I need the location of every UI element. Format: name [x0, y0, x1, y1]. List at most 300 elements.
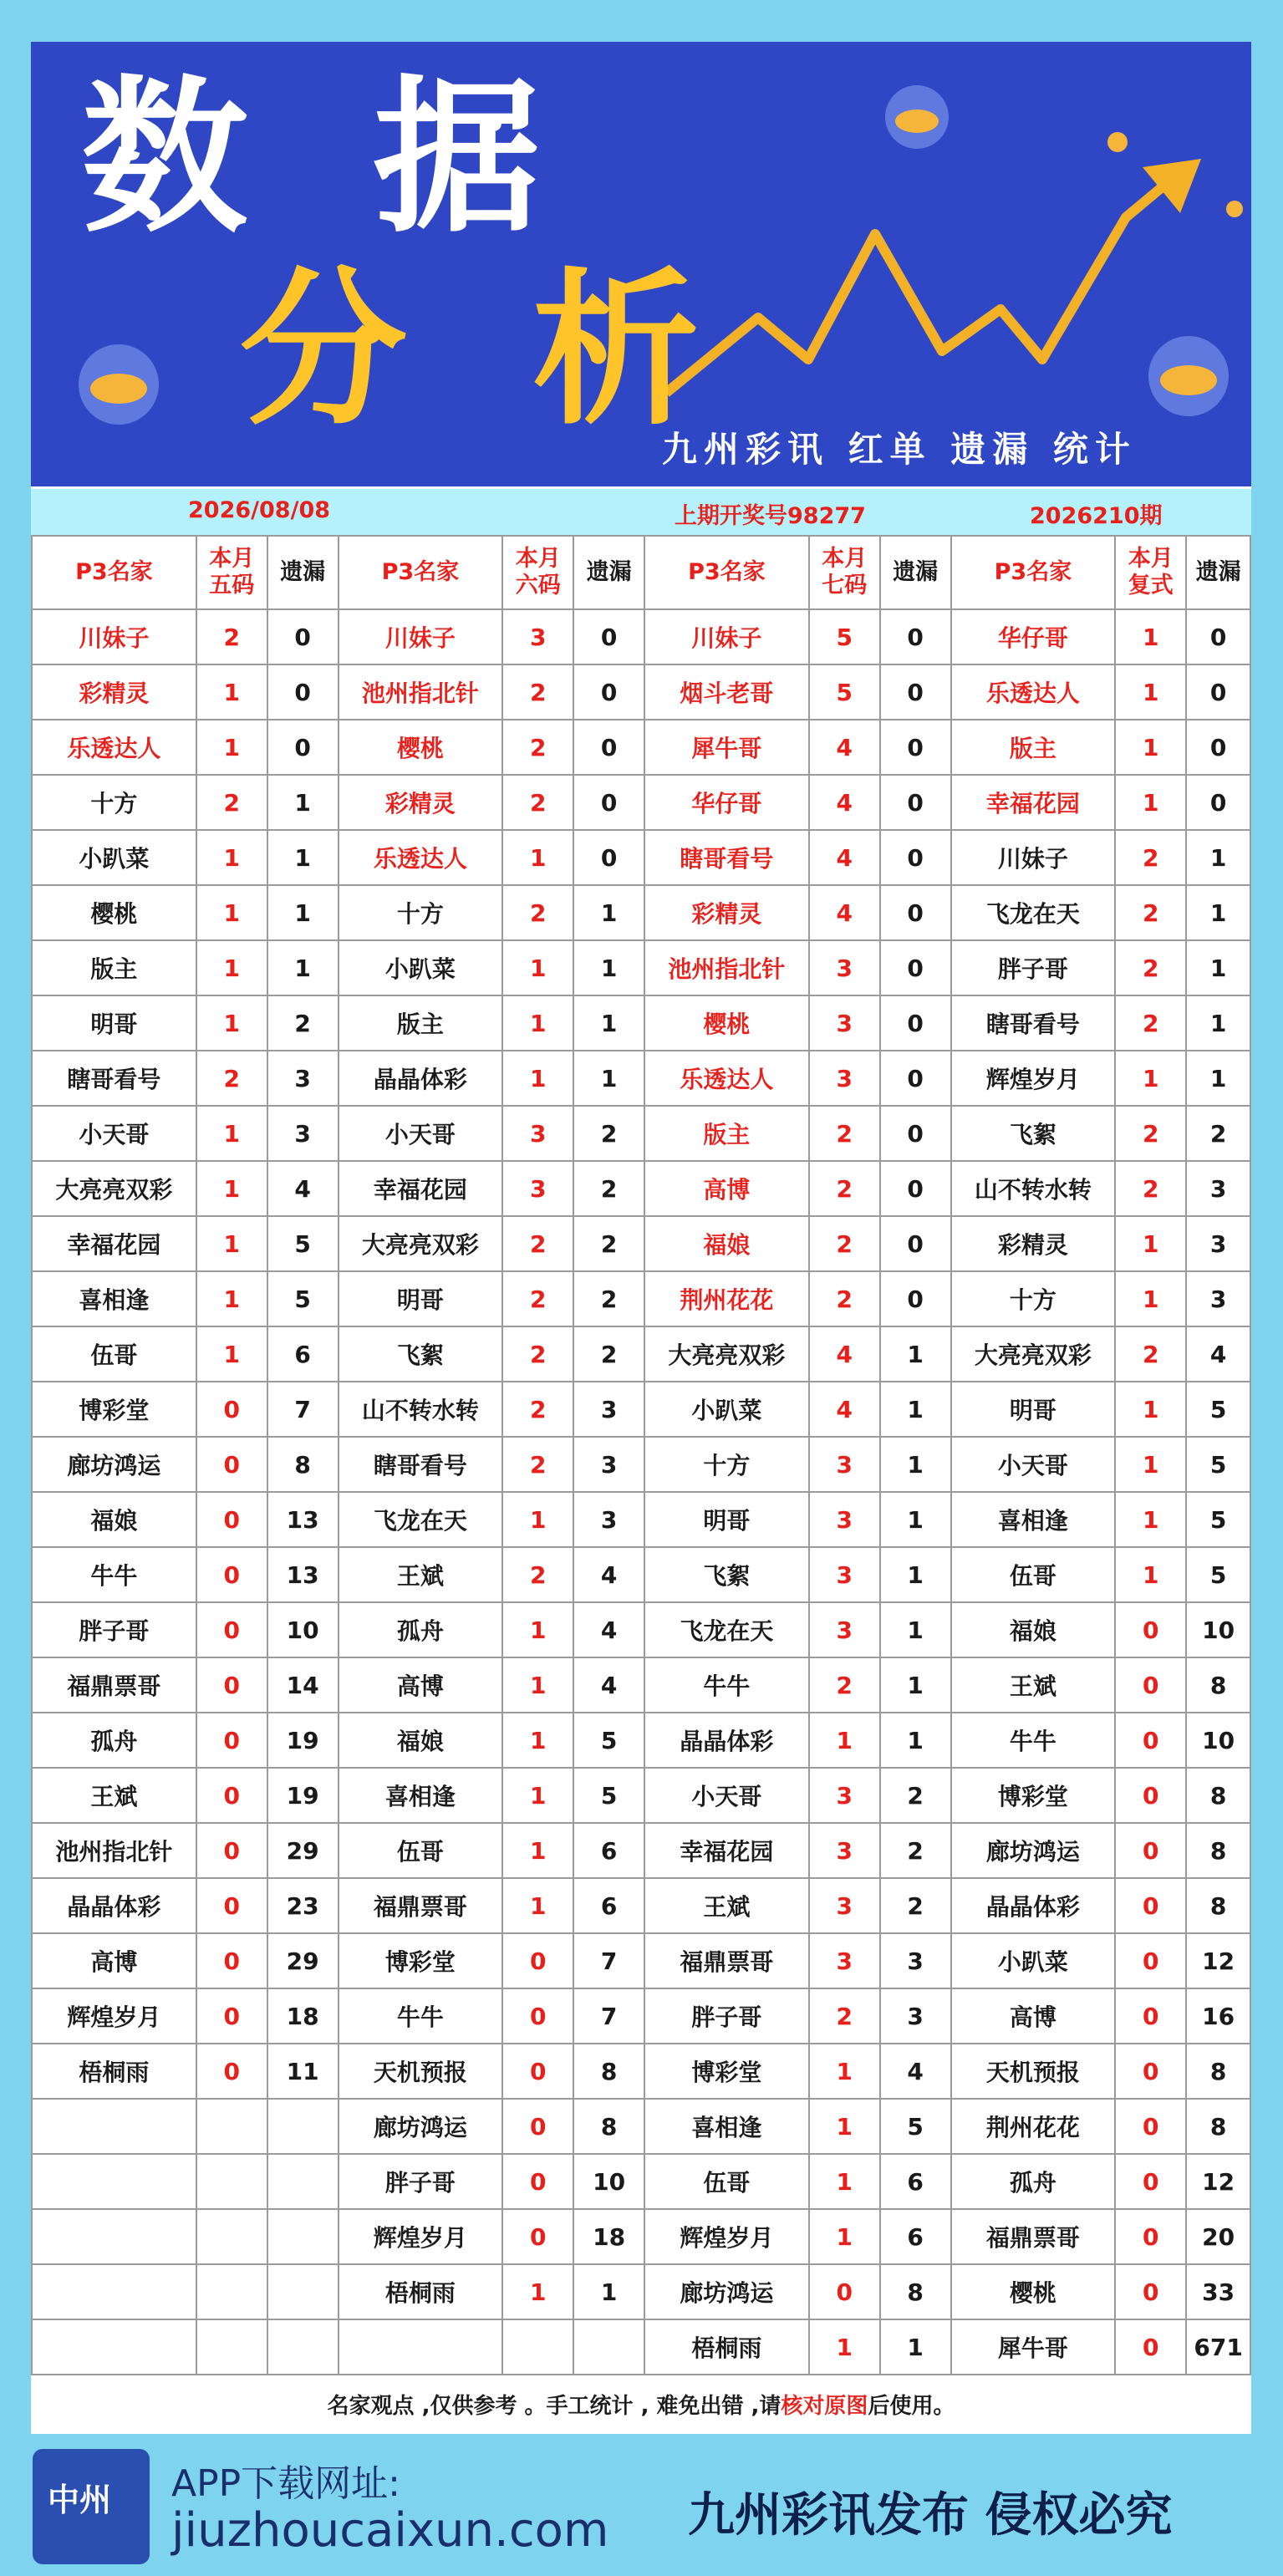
cell-name: 博彩堂: [644, 2044, 809, 2099]
cell-count: 0: [1115, 2044, 1186, 2099]
cell-miss: 3: [573, 1437, 644, 1492]
cell-name: 幸福花园: [339, 1161, 503, 1216]
cell-miss: 0: [880, 1161, 951, 1216]
cell-name: 飞絮: [951, 1106, 1116, 1161]
cell-count: 3: [809, 995, 880, 1051]
table-row: [32, 1713, 1250, 1768]
cell-name: 伍哥: [951, 1547, 1116, 1602]
cell-count: 3: [502, 1106, 573, 1161]
cell-name: 博彩堂: [339, 1933, 503, 1988]
cell-miss: [267, 2099, 339, 2154]
cell-miss: 0: [880, 1106, 951, 1161]
cell-miss: 13: [267, 1547, 339, 1602]
cell-name: 喜相逢: [32, 1271, 196, 1326]
cell-miss: 0: [573, 609, 644, 664]
cell-miss: [267, 2209, 339, 2264]
date-text: 2026/08/08: [188, 497, 331, 523]
cell-miss: 1: [880, 1547, 951, 1602]
cell-miss: 5: [1186, 1492, 1250, 1547]
cell-count: 0: [1115, 1988, 1186, 2044]
cell-count: 1: [809, 2154, 880, 2209]
cell-count: 4: [809, 720, 880, 775]
cell-name: 廊坊鸿运: [951, 1823, 1116, 1878]
cell-miss: 1: [880, 1657, 951, 1713]
cell-miss: 8: [1186, 1768, 1250, 1823]
cell-miss: 1: [267, 775, 339, 830]
table-row: [32, 1602, 1250, 1657]
cell-name: 伍哥: [644, 2154, 809, 2209]
cell-name: 樱桃: [339, 720, 503, 775]
cell-count: 0: [1115, 2209, 1186, 2264]
date-bar: [31, 489, 1251, 535]
cell-miss: 5: [880, 2099, 951, 2154]
cell-miss: 10: [1186, 1602, 1250, 1657]
cell-name: 牛牛: [32, 1547, 196, 1602]
cell-miss: 2: [573, 1161, 644, 1216]
cell-name: 瞎哥看号: [644, 830, 809, 885]
cell-count: 2: [502, 1382, 573, 1437]
cell-count: 0: [1115, 1713, 1186, 1768]
cell-count: 0: [196, 1878, 267, 1933]
table-header-row: [32, 536, 1250, 609]
table-row: [32, 1988, 1250, 2044]
cell-miss: 0: [880, 1271, 951, 1326]
cell-count: 1: [1115, 1271, 1186, 1326]
cell-miss: 3: [1186, 1216, 1250, 1271]
disclaimer-highlight: 核对原图: [781, 2394, 868, 2419]
cell-miss: 0: [1186, 664, 1250, 720]
cell-miss: [267, 2319, 339, 2375]
cell-count: 2: [502, 720, 573, 775]
cell-miss: 18: [267, 1988, 339, 2044]
cell-name: 小趴菜: [951, 1933, 1116, 1988]
cell-count: 2: [809, 1216, 880, 1271]
cell-miss: 10: [573, 2154, 644, 2209]
cell-miss: 5: [267, 1271, 339, 1326]
cell-miss: 11: [267, 2044, 339, 2099]
cell-name: 十方: [339, 885, 503, 940]
cell-miss: 1: [1186, 995, 1250, 1051]
cell-miss: 29: [267, 1823, 339, 1878]
cell-name: 牛牛: [951, 1713, 1116, 1768]
cell-count: 1: [1115, 1547, 1186, 1602]
cell-count: 5: [809, 664, 880, 720]
table-row: [32, 1657, 1250, 1713]
cell-miss: 1: [267, 830, 339, 885]
cell-count: 2: [502, 775, 573, 830]
cell-count: 2: [1115, 830, 1186, 885]
cell-name: 明哥: [644, 1492, 809, 1547]
cell-miss: 1: [880, 1382, 951, 1437]
cell-name: 福娘: [32, 1492, 196, 1547]
cell-miss: 0: [573, 775, 644, 830]
cell-miss: 3: [1186, 1161, 1250, 1216]
cell-name: 高博: [951, 1988, 1116, 2044]
cell-name: 梧桐雨: [339, 2264, 503, 2319]
cell-count: 0: [1115, 1602, 1186, 1657]
cell-miss: 0: [880, 1216, 951, 1271]
cell-miss: 6: [573, 1878, 644, 1933]
cell-name: 池州指北针: [32, 1823, 196, 1878]
cell-name: 喜相逢: [951, 1492, 1116, 1547]
cell-miss: 5: [1186, 1437, 1250, 1492]
cell-name: 晶晶体彩: [644, 1713, 809, 1768]
cell-count: 0: [502, 1988, 573, 2044]
cell-name: 胖子哥: [644, 1988, 809, 2044]
cell-count: 1: [809, 2044, 880, 2099]
cell-count: 1: [502, 1823, 573, 1878]
cell-name: 乐透达人: [32, 720, 196, 775]
cell-name: 王斌: [339, 1547, 503, 1602]
cell-count: 4: [809, 1382, 880, 1437]
cell-count: 1: [1115, 664, 1186, 720]
cell-name: 川妹子: [644, 609, 809, 664]
table-row: [32, 1326, 1250, 1382]
logo-text: 中州: [48, 2482, 112, 2518]
cell-miss: 0: [1186, 775, 1250, 830]
cell-miss: 2: [1186, 1106, 1250, 1161]
table-row: [32, 1878, 1250, 1933]
cell-name: 天机预报: [951, 2044, 1116, 2099]
cell-count: [196, 2154, 267, 2209]
cell-miss: 10: [267, 1602, 339, 1657]
cell-miss: 1: [1186, 940, 1250, 995]
column-header-miss: 遗漏: [573, 536, 644, 609]
disclaimer-text-2: 后使用。: [868, 2394, 955, 2419]
cell-count: 1: [1115, 1216, 1186, 1271]
cell-miss: 4: [880, 2044, 951, 2099]
cell-name: 犀牛哥: [644, 720, 809, 775]
app-download-label: APP下载网址:: [171, 2462, 400, 2505]
cell-name: [32, 2319, 196, 2375]
cell-name: 山不转水转: [951, 1161, 1116, 1216]
cell-name: 孤舟: [951, 2154, 1116, 2209]
table-row: [32, 1823, 1250, 1878]
cell-name: 瞎哥看号: [339, 1437, 503, 1492]
cell-name: 孤舟: [32, 1713, 196, 1768]
cell-count: 1: [1115, 1051, 1186, 1106]
cell-name: 伍哥: [339, 1823, 503, 1878]
cell-miss: 8: [573, 2099, 644, 2154]
cell-name: 梧桐雨: [644, 2319, 809, 2375]
cell-miss: 6: [880, 2154, 951, 2209]
cell-count: 0: [1115, 2154, 1186, 2209]
cell-count: 2: [1115, 885, 1186, 940]
cell-count: [502, 2319, 573, 2375]
cell-name: 彩精灵: [32, 664, 196, 720]
cell-count: 1: [502, 995, 573, 1051]
cell-miss: 0: [880, 940, 951, 995]
cell-miss: 18: [573, 2209, 644, 2264]
cell-name: 福鼎票哥: [32, 1657, 196, 1713]
disclaimer: [31, 2379, 1251, 2434]
cell-miss: 5: [573, 1713, 644, 1768]
cell-name: 胖子哥: [32, 1602, 196, 1657]
cell-name: 小天哥: [951, 1437, 1116, 1492]
cell-count: 2: [809, 1161, 880, 1216]
cell-miss: 4: [573, 1547, 644, 1602]
cell-miss: [573, 2319, 644, 2375]
cell-count: 0: [196, 1382, 267, 1437]
cell-miss: 3: [267, 1106, 339, 1161]
cell-miss: 1: [880, 1326, 951, 1382]
cell-name: 小趴菜: [644, 1382, 809, 1437]
cell-miss: 7: [573, 1988, 644, 2044]
table-row: [32, 2154, 1250, 2209]
cell-count: [196, 2209, 267, 2264]
cell-miss: 1: [573, 885, 644, 940]
column-header-name: P3名家: [644, 536, 809, 609]
cell-name: 乐透达人: [951, 664, 1116, 720]
cell-count: 0: [196, 1547, 267, 1602]
cell-count: 0: [1115, 1823, 1186, 1878]
cell-name: [339, 2319, 503, 2375]
cell-count: 1: [502, 1051, 573, 1106]
cell-count: 5: [809, 609, 880, 664]
cell-name: 飞龙在天: [951, 885, 1116, 940]
table-row: [32, 1216, 1250, 1271]
cell-miss: 8: [1186, 1823, 1250, 1878]
cell-count: 0: [809, 2264, 880, 2319]
cell-count: 3: [502, 609, 573, 664]
cell-count: 3: [502, 1161, 573, 1216]
cell-name: 樱桃: [32, 885, 196, 940]
cell-miss: 0: [880, 1051, 951, 1106]
cell-miss: 5: [573, 1768, 644, 1823]
cell-name: 福鼎票哥: [644, 1933, 809, 1988]
cell-name: 飞龙在天: [339, 1492, 503, 1547]
cell-name: 小天哥: [339, 1106, 503, 1161]
download-url-link[interactable]: jiuzhoucaixun.com: [171, 2503, 609, 2558]
cell-count: 1: [196, 1161, 267, 1216]
cell-count: [196, 2319, 267, 2375]
cell-count: 2: [502, 885, 573, 940]
cell-count: 2: [502, 664, 573, 720]
cell-miss: 3: [573, 1492, 644, 1547]
cell-count: 1: [502, 1602, 573, 1657]
cell-miss: 1: [1186, 1051, 1250, 1106]
cell-miss: 0: [880, 609, 951, 664]
cell-count: 0: [1115, 2099, 1186, 2154]
cell-name: 福娘: [644, 1216, 809, 1271]
cell-count: 3: [809, 1547, 880, 1602]
table-row: [32, 1271, 1250, 1326]
cell-name: 辉煌岁月: [644, 2209, 809, 2264]
cell-miss: [267, 2154, 339, 2209]
cell-name: 版主: [951, 720, 1116, 775]
copyright-notice: 九州彩讯发布 侵权必究: [688, 2488, 1173, 2543]
cell-name: 明哥: [339, 1271, 503, 1326]
cell-miss: 1: [1186, 885, 1250, 940]
cell-name: 小趴菜: [339, 940, 503, 995]
cell-count: 2: [1115, 1106, 1186, 1161]
cell-name: 大亮亮双彩: [644, 1326, 809, 1382]
cell-count: 0: [502, 1933, 573, 1988]
cell-miss: 0: [267, 609, 339, 664]
cell-count: 3: [809, 1602, 880, 1657]
banner-subtitle: 九州彩讯 红单 遗漏 统计: [662, 429, 1137, 470]
cell-miss: 2: [267, 995, 339, 1051]
cell-miss: 23: [267, 1878, 339, 1933]
cell-name: 小天哥: [32, 1106, 196, 1161]
table-row: [32, 940, 1250, 995]
cell-name: 乐透达人: [339, 830, 503, 885]
cell-name: 廊坊鸿运: [339, 2099, 503, 2154]
cell-miss: 6: [267, 1326, 339, 1382]
cell-count: 1: [502, 940, 573, 995]
table-row: [32, 609, 1250, 664]
table-row: [32, 1382, 1250, 1437]
table-row: [32, 2099, 1250, 2154]
cell-count: 1: [196, 885, 267, 940]
column-header-count: 本月 六码: [502, 536, 573, 609]
cell-name: 十方: [644, 1437, 809, 1492]
cell-miss: 8: [1186, 1657, 1250, 1713]
cell-miss: 5: [1186, 1547, 1250, 1602]
cell-name: 喜相逢: [644, 2099, 809, 2154]
cell-miss: 3: [573, 1382, 644, 1437]
cell-name: 幸福花园: [951, 775, 1116, 830]
cell-count: 1: [502, 1713, 573, 1768]
cell-name: 烟斗老哥: [644, 664, 809, 720]
cell-name: 高博: [32, 1933, 196, 1988]
cell-count: 0: [1115, 1657, 1186, 1713]
cell-name: 晶晶体彩: [339, 1051, 503, 1106]
cell-miss: 1: [880, 2319, 951, 2375]
cell-count: 4: [809, 775, 880, 830]
cell-name: 犀牛哥: [951, 2319, 1116, 2375]
column-header-count: 本月 复式: [1115, 536, 1186, 609]
cell-name: 川妹子: [339, 609, 503, 664]
cell-count: 2: [809, 1657, 880, 1713]
banner: [31, 42, 1251, 486]
cell-count: 2: [196, 609, 267, 664]
cell-name: 大亮亮双彩: [32, 1161, 196, 1216]
cell-name: 瞎哥看号: [951, 995, 1116, 1051]
cell-name: 梧桐雨: [32, 2044, 196, 2099]
cell-count: [196, 2264, 267, 2319]
column-header-miss: 遗漏: [267, 536, 339, 609]
cell-count: 1: [809, 2319, 880, 2375]
cell-count: 1: [1115, 1437, 1186, 1492]
cell-miss: 8: [1186, 2099, 1250, 2154]
stats-table: [31, 535, 1251, 2375]
cell-count: 2: [1115, 1161, 1186, 1216]
column-header-miss: 遗漏: [880, 536, 951, 609]
cell-count: 3: [809, 1878, 880, 1933]
cell-miss: 0: [880, 885, 951, 940]
cell-miss: 1: [880, 1492, 951, 1547]
table-row: [32, 720, 1250, 775]
cell-count: 4: [809, 1326, 880, 1382]
cell-count: 0: [502, 2209, 573, 2264]
cell-name: 福娘: [339, 1713, 503, 1768]
cell-count: 1: [196, 995, 267, 1051]
cell-miss: 1: [267, 885, 339, 940]
cell-miss: 0: [880, 720, 951, 775]
table-row: [32, 2209, 1250, 2264]
cell-name: 小趴菜: [32, 830, 196, 885]
table-row: [32, 1768, 1250, 1823]
cell-count: 2: [502, 1437, 573, 1492]
disclaimer-text-1: 名家观点 ,仅供参考 。手工统计 , 难免出错 ,请: [327, 2394, 782, 2419]
cell-name: 飞龙在天: [644, 1602, 809, 1657]
cell-name: 樱桃: [951, 2264, 1116, 2319]
cell-count: 4: [809, 885, 880, 940]
cell-miss: 1: [573, 940, 644, 995]
cell-count: 2: [809, 1988, 880, 2044]
cell-count: 0: [196, 1933, 267, 1988]
cell-name: 彩精灵: [339, 775, 503, 830]
cell-count: 0: [1115, 2319, 1186, 2375]
table-row: [32, 2044, 1250, 2099]
cell-name: 彩精灵: [644, 885, 809, 940]
cell-count: 0: [196, 1988, 267, 2044]
cell-miss: 33: [1186, 2264, 1250, 2319]
cell-name: 华仔哥: [951, 609, 1116, 664]
column-header-name: P3名家: [339, 536, 503, 609]
cell-count: 0: [1115, 1768, 1186, 1823]
cell-count: 3: [809, 1437, 880, 1492]
cell-name: 大亮亮双彩: [951, 1326, 1116, 1382]
cell-miss: 4: [267, 1161, 339, 1216]
cell-name: 博彩堂: [32, 1382, 196, 1437]
cell-miss: 6: [573, 1823, 644, 1878]
cell-name: 福鼎票哥: [339, 1878, 503, 1933]
cell-count: 2: [1115, 940, 1186, 995]
cell-name: 版主: [32, 940, 196, 995]
table-row: [32, 1051, 1250, 1106]
cell-miss: 2: [573, 1106, 644, 1161]
cell-name: 幸福花园: [32, 1216, 196, 1271]
cell-count: 1: [196, 1106, 267, 1161]
cell-name: 荆州花花: [644, 1271, 809, 1326]
cell-count: 1: [502, 1768, 573, 1823]
cell-name: 幸福花园: [644, 1823, 809, 1878]
cell-name: [32, 2154, 196, 2209]
cell-name: 荆州花花: [951, 2099, 1116, 2154]
cell-count: 1: [196, 720, 267, 775]
cell-count: 4: [809, 830, 880, 885]
cell-count: 1: [196, 830, 267, 885]
cell-miss: 0: [880, 830, 951, 885]
cell-count: 1: [196, 664, 267, 720]
cell-miss: 7: [267, 1382, 339, 1437]
cell-count: 2: [502, 1326, 573, 1382]
cell-miss: 5: [267, 1216, 339, 1271]
cell-name: 晶晶体彩: [951, 1878, 1116, 1933]
cell-name: 辉煌岁月: [32, 1988, 196, 2044]
cell-count: 2: [1115, 995, 1186, 1051]
cell-miss: 13: [267, 1492, 339, 1547]
cell-miss: 8: [1186, 1878, 1250, 1933]
cell-count: 0: [196, 2044, 267, 2099]
cell-count: 3: [809, 1492, 880, 1547]
cell-name: 喜相逢: [339, 1768, 503, 1823]
cell-miss: 8: [573, 2044, 644, 2099]
cell-count: 1: [196, 1216, 267, 1271]
cell-miss: 1: [880, 1437, 951, 1492]
cell-count: 0: [502, 2154, 573, 2209]
cell-count: 1: [809, 1713, 880, 1768]
cell-name: 飞絮: [644, 1547, 809, 1602]
cell-name: [32, 2264, 196, 2319]
cell-count: 0: [196, 1713, 267, 1768]
cell-miss: 0: [573, 830, 644, 885]
cell-miss: 1: [267, 940, 339, 995]
cell-miss: 0: [267, 664, 339, 720]
cell-name: 瞎哥看号: [32, 1051, 196, 1106]
